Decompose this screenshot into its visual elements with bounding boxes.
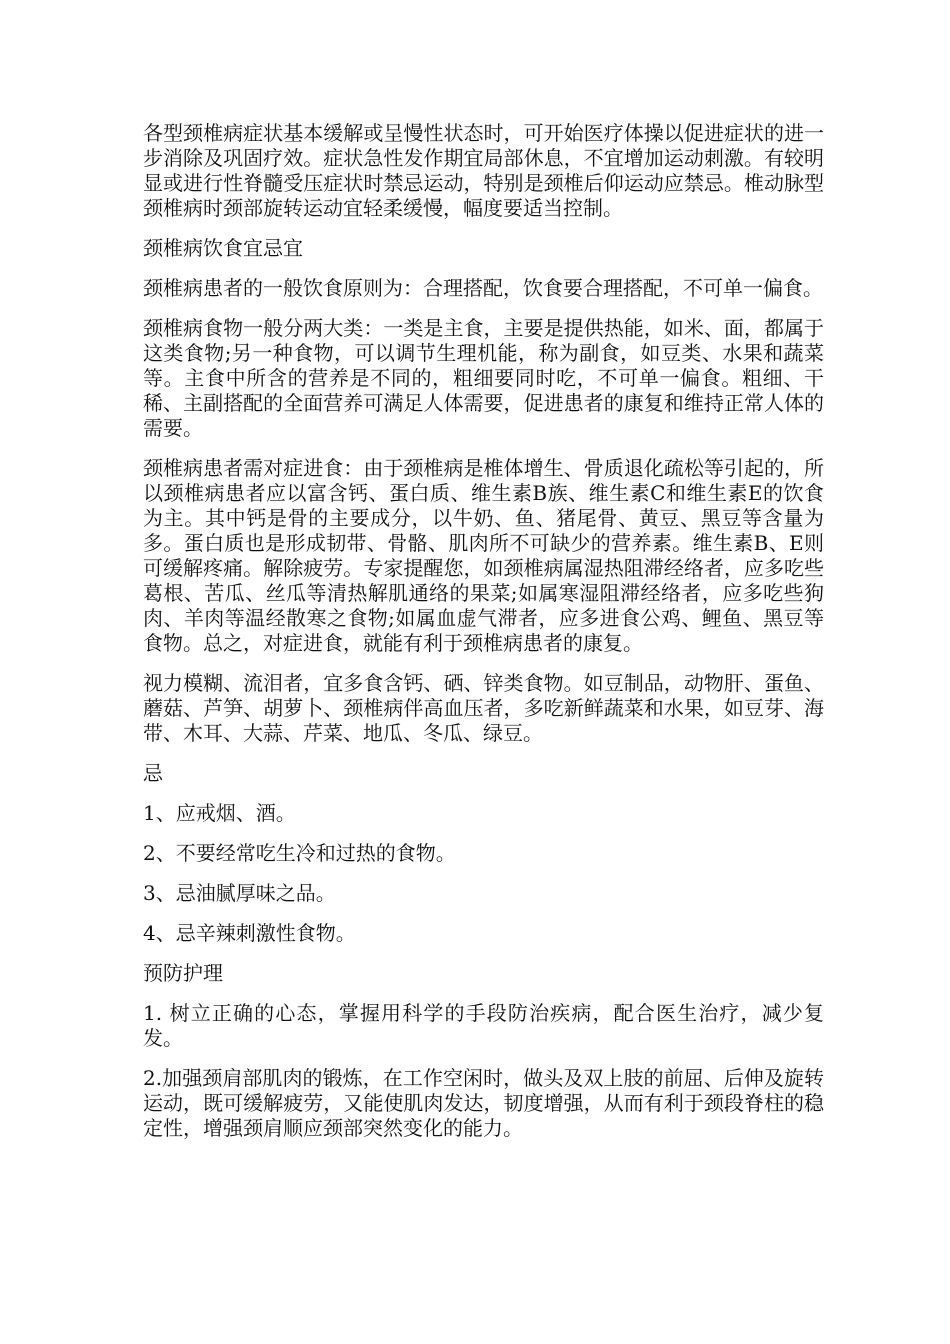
avoid-item-3: 3、忌油腻厚味之品。 <box>143 881 336 905</box>
document-body <box>143 121 824 1156</box>
avoid-item-1: 1、应戒烟、酒。 <box>143 801 296 825</box>
section-heading-prevention: 预防护理 <box>143 961 223 985</box>
paragraph-symptomatic-diet: 颈椎病患者需对症进食：由于颈椎病是椎体增生、骨质退化疏松等引起的，所以颈椎病患者应以富含钙、蛋白质、维生素B族、维生素C和维生素E的饮食为主。其中钙是骨的主要成分，以牛奶、鱼、猪尾骨、黄豆、黑豆等含量为多。蛋白质也是形成韧带、骨骼、肌肉所不可缺少的营养素。维生素B、E则可缓解疼痛。解除疲劳。专家提醒您，如颈椎病属湿热阻滞经络者，应多吃些葛根、苦瓜、丝瓜等清热解肌通络的果菜;如属寒湿阻滞经络者，应多吃些狗肉、羊肉等温经散寒之食物;如属血虚气滞者，应多进食公鸡、鲤鱼、黑豆等食物。总之，对症进食，就能有利于颈椎病患者的康复。 <box>143 456 824 655</box>
paragraph-blurred-vision: 视力模糊、流泪者，宜多食含钙、硒、锌类食物。如豆制品，动物肝、蛋鱼、蘑菇、芦笋、胡萝卜、颈椎病伴高血压者，多吃新鲜蔬菜和水果，如豆芽、海带、木耳、大蒜、芹菜、地瓜、冬瓜、绿豆。 <box>143 671 824 745</box>
avoid-item-2: 2、不要经常吃生冷和过热的食物。 <box>143 841 456 865</box>
section-heading-avoid: 忌 <box>143 761 163 785</box>
paragraph-food-categories: 颈椎病食物一般分两大类：一类是主食，主要是提供热能，如米、面，都属于这类食物;另一种食物，可以调节生理机能，称为副食，如豆类、水果和蔬菜等。主食中所含的营养是不同的，粗细要同时吃，不可单一偏食。粗细、干稀、主副搭配的全面营养可满足人体需要，促进患者的康复和维持正常人体的需要。 <box>143 316 824 440</box>
prevention-item-2: 2.加强颈肩部肌肉的锻炼，在工作空闲时，做头及双上肢的前屈、后伸及旋转运动，既可缓解疲劳，又能使肌肉发达，韧度增强，从而有利于颈段脊柱的稳定性，增强颈肩顺应颈部突然变化的能力。 <box>143 1066 824 1140</box>
avoid-item-4: 4、忌辛辣刺激性食物。 <box>143 921 356 945</box>
prevention-item-1: 1. 树立正确的心态，掌握用科学的手段防治疾病，配合医生治疗，减少复发。 <box>143 1001 824 1050</box>
section-heading-diet: 颈椎病饮食宜忌宜 <box>143 236 303 260</box>
paragraph-exercise-guidance: 各型颈椎病症状基本缓解或呈慢性状态时，可开始医疗体操以促进症状的进一步消除及巩固疗效。症状急性发作期宜局部休息，不宜增加运动刺激。有较明显或进行性脊髓受压症状时禁忌运动，特别是颈椎后仰运动应禁忌。椎动脉型颈椎病时颈部旋转运动宜轻柔缓慢，幅度要适当控制。 <box>143 121 824 220</box>
paragraph-diet-principle: 颈椎病患者的一般饮食原则为：合理搭配，饮食要合理搭配，不可单一偏食。 <box>143 276 823 300</box>
